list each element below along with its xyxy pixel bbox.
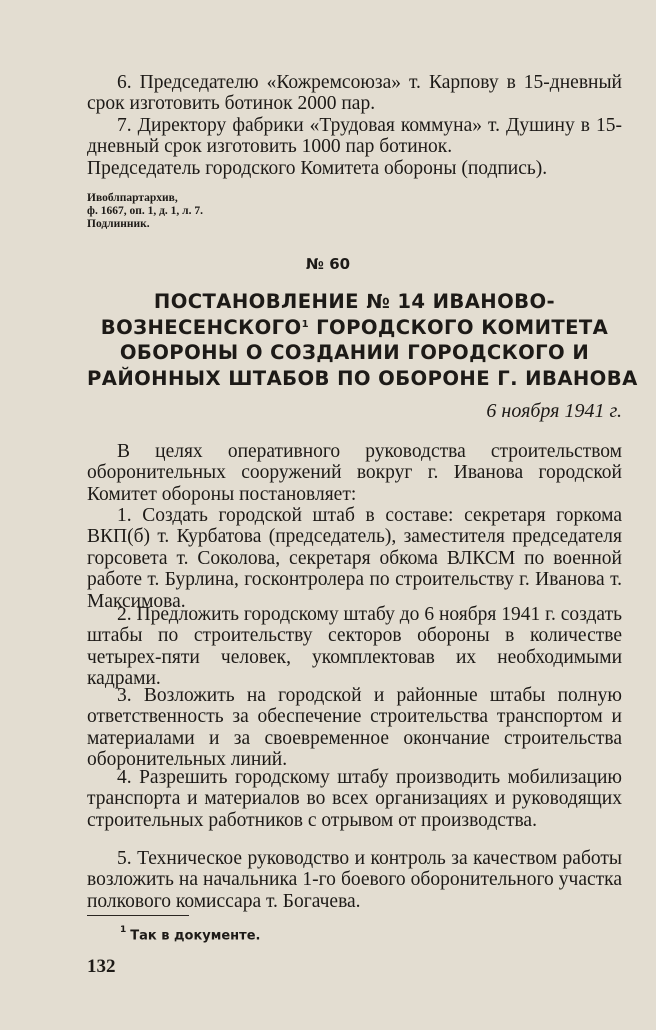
title-line-1: ПОСТАНОВЛЕНИЕ № 14 ИВАНОВО-: [153, 290, 556, 313]
archive-line-3: Подлинник.: [87, 217, 150, 230]
paragraph-item-1: 1. Создать городской штаб в составе: секретаря горкома ВКП(б) т. Курбатова (председатель), заместителя председателя горсовета т. Соколова, секретаря обкома ВЛКСМ по военной работе т. Бурлина, госконтролера по строительству г. Иванова т. Максимова.: [87, 505, 622, 612]
title-footnote-mark: 1: [301, 318, 309, 330]
footnote-divider: [87, 915, 189, 916]
paragraph-item-7: 7. Директору фабрики «Трудовая коммуна» т. Душину в 15-дневный срок изготовить 1000 пар ботинок.: [87, 115, 622, 158]
document-number: № 60: [305, 255, 351, 273]
title-line-2: [87, 315, 622, 341]
title-line-2-start: ВОЗНЕСЕНСКОГО: [100, 315, 302, 339]
archive-reference: [87, 192, 387, 230]
paragraph-item-5: 5. Техническое руководство и контроль за качеством работы возложить на начальника 1-го боевого оборонительного участка полкового комиссара т. Богачева.: [87, 848, 622, 912]
footnote-text: Так в документе.: [130, 928, 261, 944]
footnote-mark: 1: [120, 925, 127, 935]
archive-line-1: Ивоблпартархив,: [87, 192, 178, 204]
paragraph-item-4: 4. Разрешить городскому штабу производить мобилизацию транспорта и материалов во всех организациях и руководящих строительных работников с отрывом от производства.: [87, 767, 622, 831]
title-line-2-rest: ГОРОДСКОГО КОМИТЕТА: [308, 315, 609, 339]
paragraph-item-2: 2. Предложить городскому штабу до 6 ноября 1941 г. создать штабы по строительству секторов обороны в количестве четырех-пяти человек, укомплектовав их необходимыми кадрами.: [87, 604, 622, 690]
paragraph-item-3: 3. Возложить на городской и районные штабы полную ответственность за обеспечение строительства транспортом и материалами и за своевременное окончание строительства оборонительных линий.: [87, 685, 622, 771]
archive-line-2: ф. 1667, оп. 1, д. 1, л. 7.: [87, 204, 203, 217]
document-date: 6 ноября 1941 г.: [486, 400, 622, 422]
title-line-4: РАЙОННЫХ ШТАБОВ ПО ОБОРОНЕ Г. ИВАНОВА: [87, 366, 638, 390]
document-title: [87, 289, 638, 391]
paragraph-intro: В целях оперативного руководства строительством оборонительных сооружений вокруг г. Иванова городской Комитет обороны постановляет:: [87, 441, 622, 505]
footnote: [120, 927, 260, 943]
paragraph-item-6: 6. Председателю «Кожремсоюза» т. Карпову в 15-дневный срок изготовить ботинок 2000 пар.: [87, 72, 622, 115]
signature-line: Председатель городского Комитета обороны (подпись).: [87, 158, 548, 179]
page-number: 132: [87, 956, 116, 977]
title-line-3: ОБОРОНЫ О СОЗДАНИИ ГОРОДСКОГО И: [119, 341, 590, 365]
